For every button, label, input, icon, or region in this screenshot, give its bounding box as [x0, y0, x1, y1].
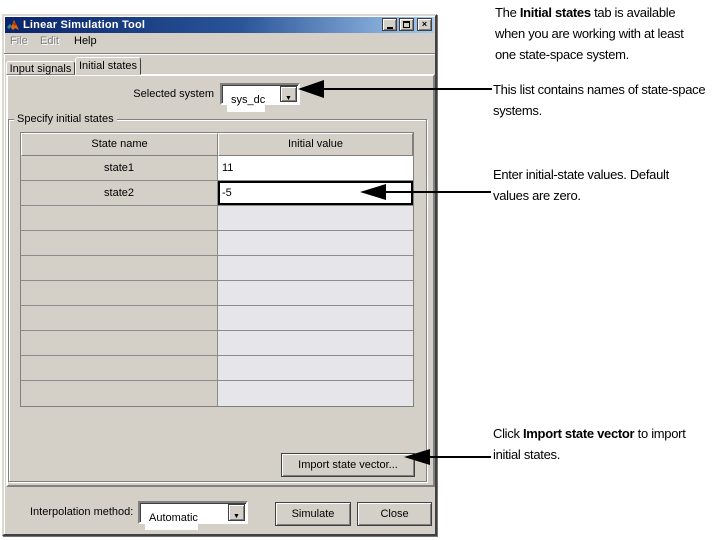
interpolation-method-label: Interpolation method: [30, 506, 134, 518]
linear-simulation-tool-window [2, 14, 437, 536]
selected-system-label: Selected system [133, 88, 214, 100]
empty-table-row [21, 206, 413, 231]
empty-table-row [21, 381, 413, 406]
empty-table-row [21, 281, 413, 306]
empty-value-cell[interactable] [218, 206, 413, 230]
menu-file[interactable]: File [10, 35, 28, 47]
state2-name-cell: state2 [21, 181, 218, 205]
empty-value-cell[interactable] [218, 356, 413, 380]
minimize-icon [387, 27, 393, 29]
chevron-down-icon: ▼ [233, 513, 240, 520]
maximize-icon [403, 21, 410, 28]
empty-value-cell[interactable] [218, 381, 413, 406]
matlab-icon [7, 19, 20, 32]
empty-table-row [21, 331, 413, 356]
empty-table-row [21, 356, 413, 381]
close-window-button[interactable] [417, 18, 432, 31]
chevron-down-icon: ▼ [285, 95, 292, 102]
table-row-state1 [21, 156, 413, 181]
import-state-vector-button[interactable]: Import state vector... [281, 453, 415, 477]
annotation-initial-states-tab: The Initial states tab is available when you are working with at least one state-space system. [495, 5, 684, 62]
maximize-button[interactable] [399, 18, 414, 31]
simulate-button[interactable]: Simulate [275, 502, 351, 526]
empty-value-cell[interactable] [218, 231, 413, 255]
column-header-initial-value: Initial value [218, 133, 413, 156]
annotation-system-list: This list contains names of state-space systems. [493, 82, 706, 118]
empty-table-row [21, 231, 413, 256]
close-icon: × [421, 19, 428, 29]
menu-edit[interactable]: Edit [40, 35, 59, 47]
callout-line-system-list [320, 88, 492, 90]
selected-system-value: sys_dc [227, 88, 265, 112]
empty-value-cell[interactable] [218, 256, 413, 280]
interpolation-method-value: Automatic [145, 506, 198, 530]
state1-value-cell[interactable]: 11 [218, 156, 413, 180]
empty-value-cell[interactable] [218, 306, 413, 330]
tab-initial-states[interactable]: Initial states [75, 57, 141, 75]
callout-line-initial-values [384, 191, 491, 193]
callout-line-import [426, 456, 491, 458]
menu-help[interactable]: Help [74, 35, 97, 47]
menu-separator [4, 53, 435, 55]
arrow-left-icon [404, 449, 430, 465]
interpolation-dropdown-button[interactable] [228, 504, 245, 521]
titlebar[interactable] [5, 17, 434, 33]
interpolation-method-dropdown[interactable] [138, 501, 248, 524]
arrow-left-icon [298, 80, 324, 98]
arrow-left-icon [360, 184, 386, 200]
group-legend: Specify initial states [14, 113, 117, 125]
table-row-state2 [21, 181, 413, 206]
annotation-import-states: Click Import state vector to import initial states. [493, 426, 686, 462]
empty-table-row [21, 306, 413, 331]
empty-table-row [21, 256, 413, 281]
tab-input-signals[interactable]: Input signals [6, 61, 75, 75]
empty-value-cell[interactable] [218, 331, 413, 355]
annotation-initial-values: Enter initial-state values. Default values are zero. [493, 167, 669, 203]
column-header-state-name: State name [21, 133, 218, 156]
empty-value-cell[interactable] [218, 281, 413, 305]
selected-system-dropdown-button[interactable] [280, 86, 297, 102]
state1-name-cell: state1 [21, 156, 218, 180]
selected-system-dropdown[interactable] [220, 83, 300, 105]
table-header-row [21, 133, 413, 156]
close-button[interactable]: Close [357, 502, 432, 526]
state2-value-cell-selected[interactable]: -5 [218, 181, 413, 205]
window-title: Linear Simulation Tool [23, 19, 146, 31]
initial-states-table [20, 132, 414, 407]
minimize-button[interactable] [382, 18, 397, 31]
